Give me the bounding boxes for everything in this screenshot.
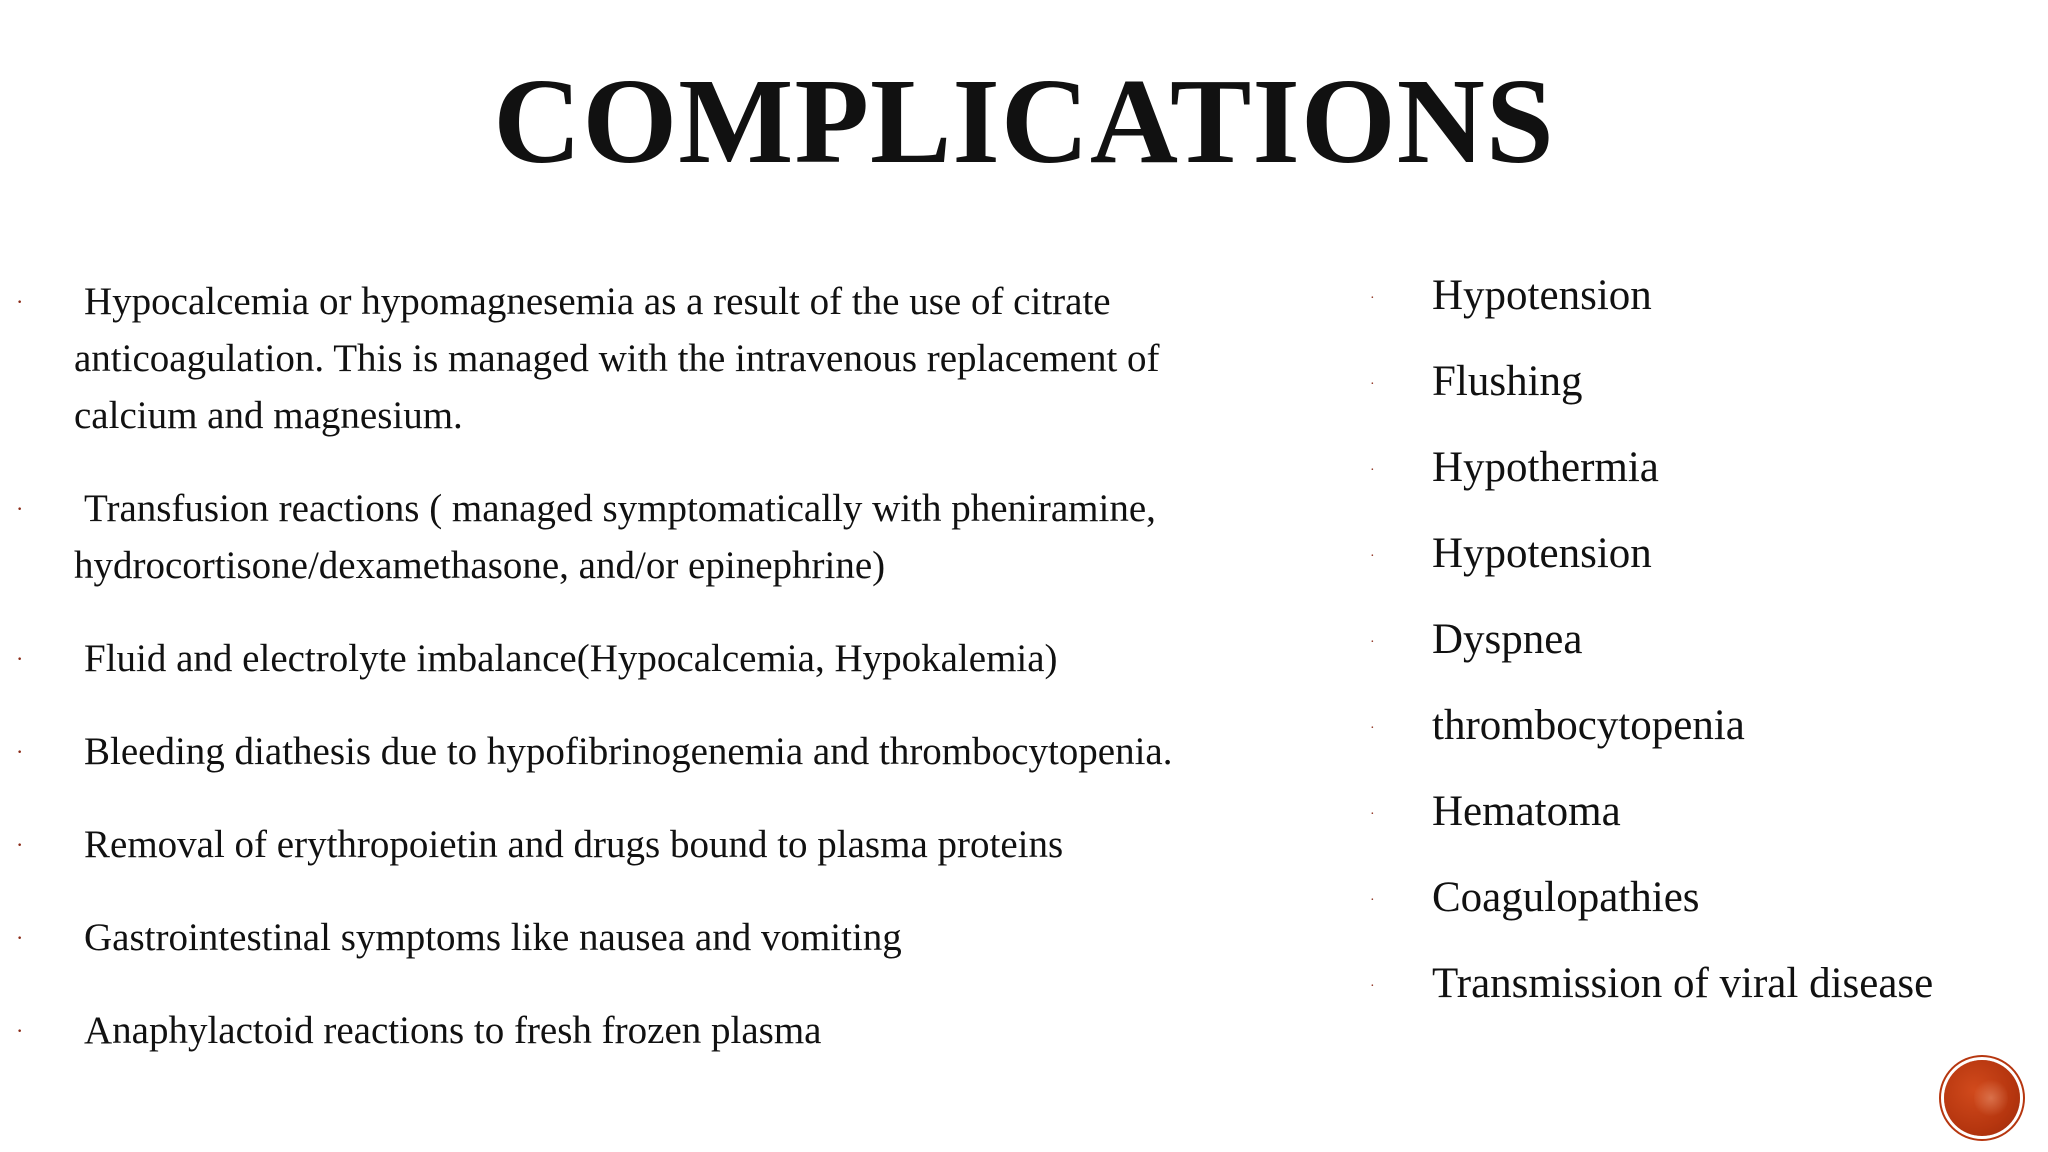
bullet-icon: · [1370,635,1375,650]
list-item-text: Transfusion reactions ( managed symptomatically with pheniramine, hydrocortisone/dexamethasone, and/or epinephrine) [74,487,1156,587]
bullet-icon: · [16,739,24,764]
bullet-icon: · [16,496,24,521]
list-item [1370,698,2010,784]
list-item-text: Hypocalcemia or hypomagnesemia as a result of the use of citrate anticoagulation. This is managed with the intravenous replacement of calcium and magnesium. [74,280,1160,437]
bullet-icon: · [16,646,24,671]
list-item [0,723,1290,780]
list-item [1370,440,2010,526]
list-item-text: Hypothermia [1432,444,1659,491]
list-item-text: Bleeding diathesis due to hypofibrinogenemia and thrombocytopenia. [84,730,1173,773]
list-item [1370,354,2010,440]
right-bullet-list [1370,268,2010,1042]
list-item-text: Flushing [1432,358,1583,405]
list-item-text: thrombocytopenia [1432,702,1745,749]
list-item-text: Fluid and electrolyte imbalance(Hypocalcemia, Hypokalemia) [84,637,1058,680]
list-item-text: Removal of erythropoietin and drugs bound to plasma proteins [84,823,1064,866]
bullet-icon: · [1370,549,1375,564]
slide-title: COMPLICATIONS [493,54,1555,189]
bullet-icon: · [16,925,24,950]
bullet-icon: · [1370,463,1375,478]
list-item [1370,612,2010,698]
list-item-text: Hematoma [1432,788,1621,835]
bullet-icon: · [16,289,24,314]
list-item [0,816,1290,873]
bullet-icon: · [1370,377,1375,392]
left-bullet-list [0,273,1290,1095]
list-item [1370,870,2010,956]
list-item-text: Anaphylactoid reactions to fresh frozen plasma [84,1009,822,1052]
list-item-text: Coagulopathies [1432,874,1700,921]
list-item [1370,956,2010,1042]
list-item-text: Transmission of viral disease [1432,960,1934,1007]
circle-nav-icon [1974,1078,2008,1118]
list-item-text: Hypotension [1432,272,1652,319]
list-item [0,909,1290,966]
bullet-icon: · [1370,291,1375,306]
bullet-icon: · [16,1018,24,1043]
list-item-text: Hypotension [1432,530,1652,577]
bullet-icon: · [1370,979,1375,994]
list-item [1370,268,2010,354]
list-item [0,480,1290,594]
bullet-icon: · [1370,893,1375,908]
bullet-icon: · [1370,807,1375,822]
bullet-icon: · [1370,721,1375,736]
list-item [0,630,1290,687]
slide-nav-button[interactable] [1944,1060,2020,1136]
list-item-text: Dyspnea [1432,616,1583,663]
list-item [0,1002,1290,1059]
list-item-text: Gastrointestinal symptoms like nausea and vomiting [84,916,902,959]
list-item [1370,526,2010,612]
bullet-icon: · [16,832,24,857]
list-item [1370,784,2010,870]
list-item [0,273,1290,444]
